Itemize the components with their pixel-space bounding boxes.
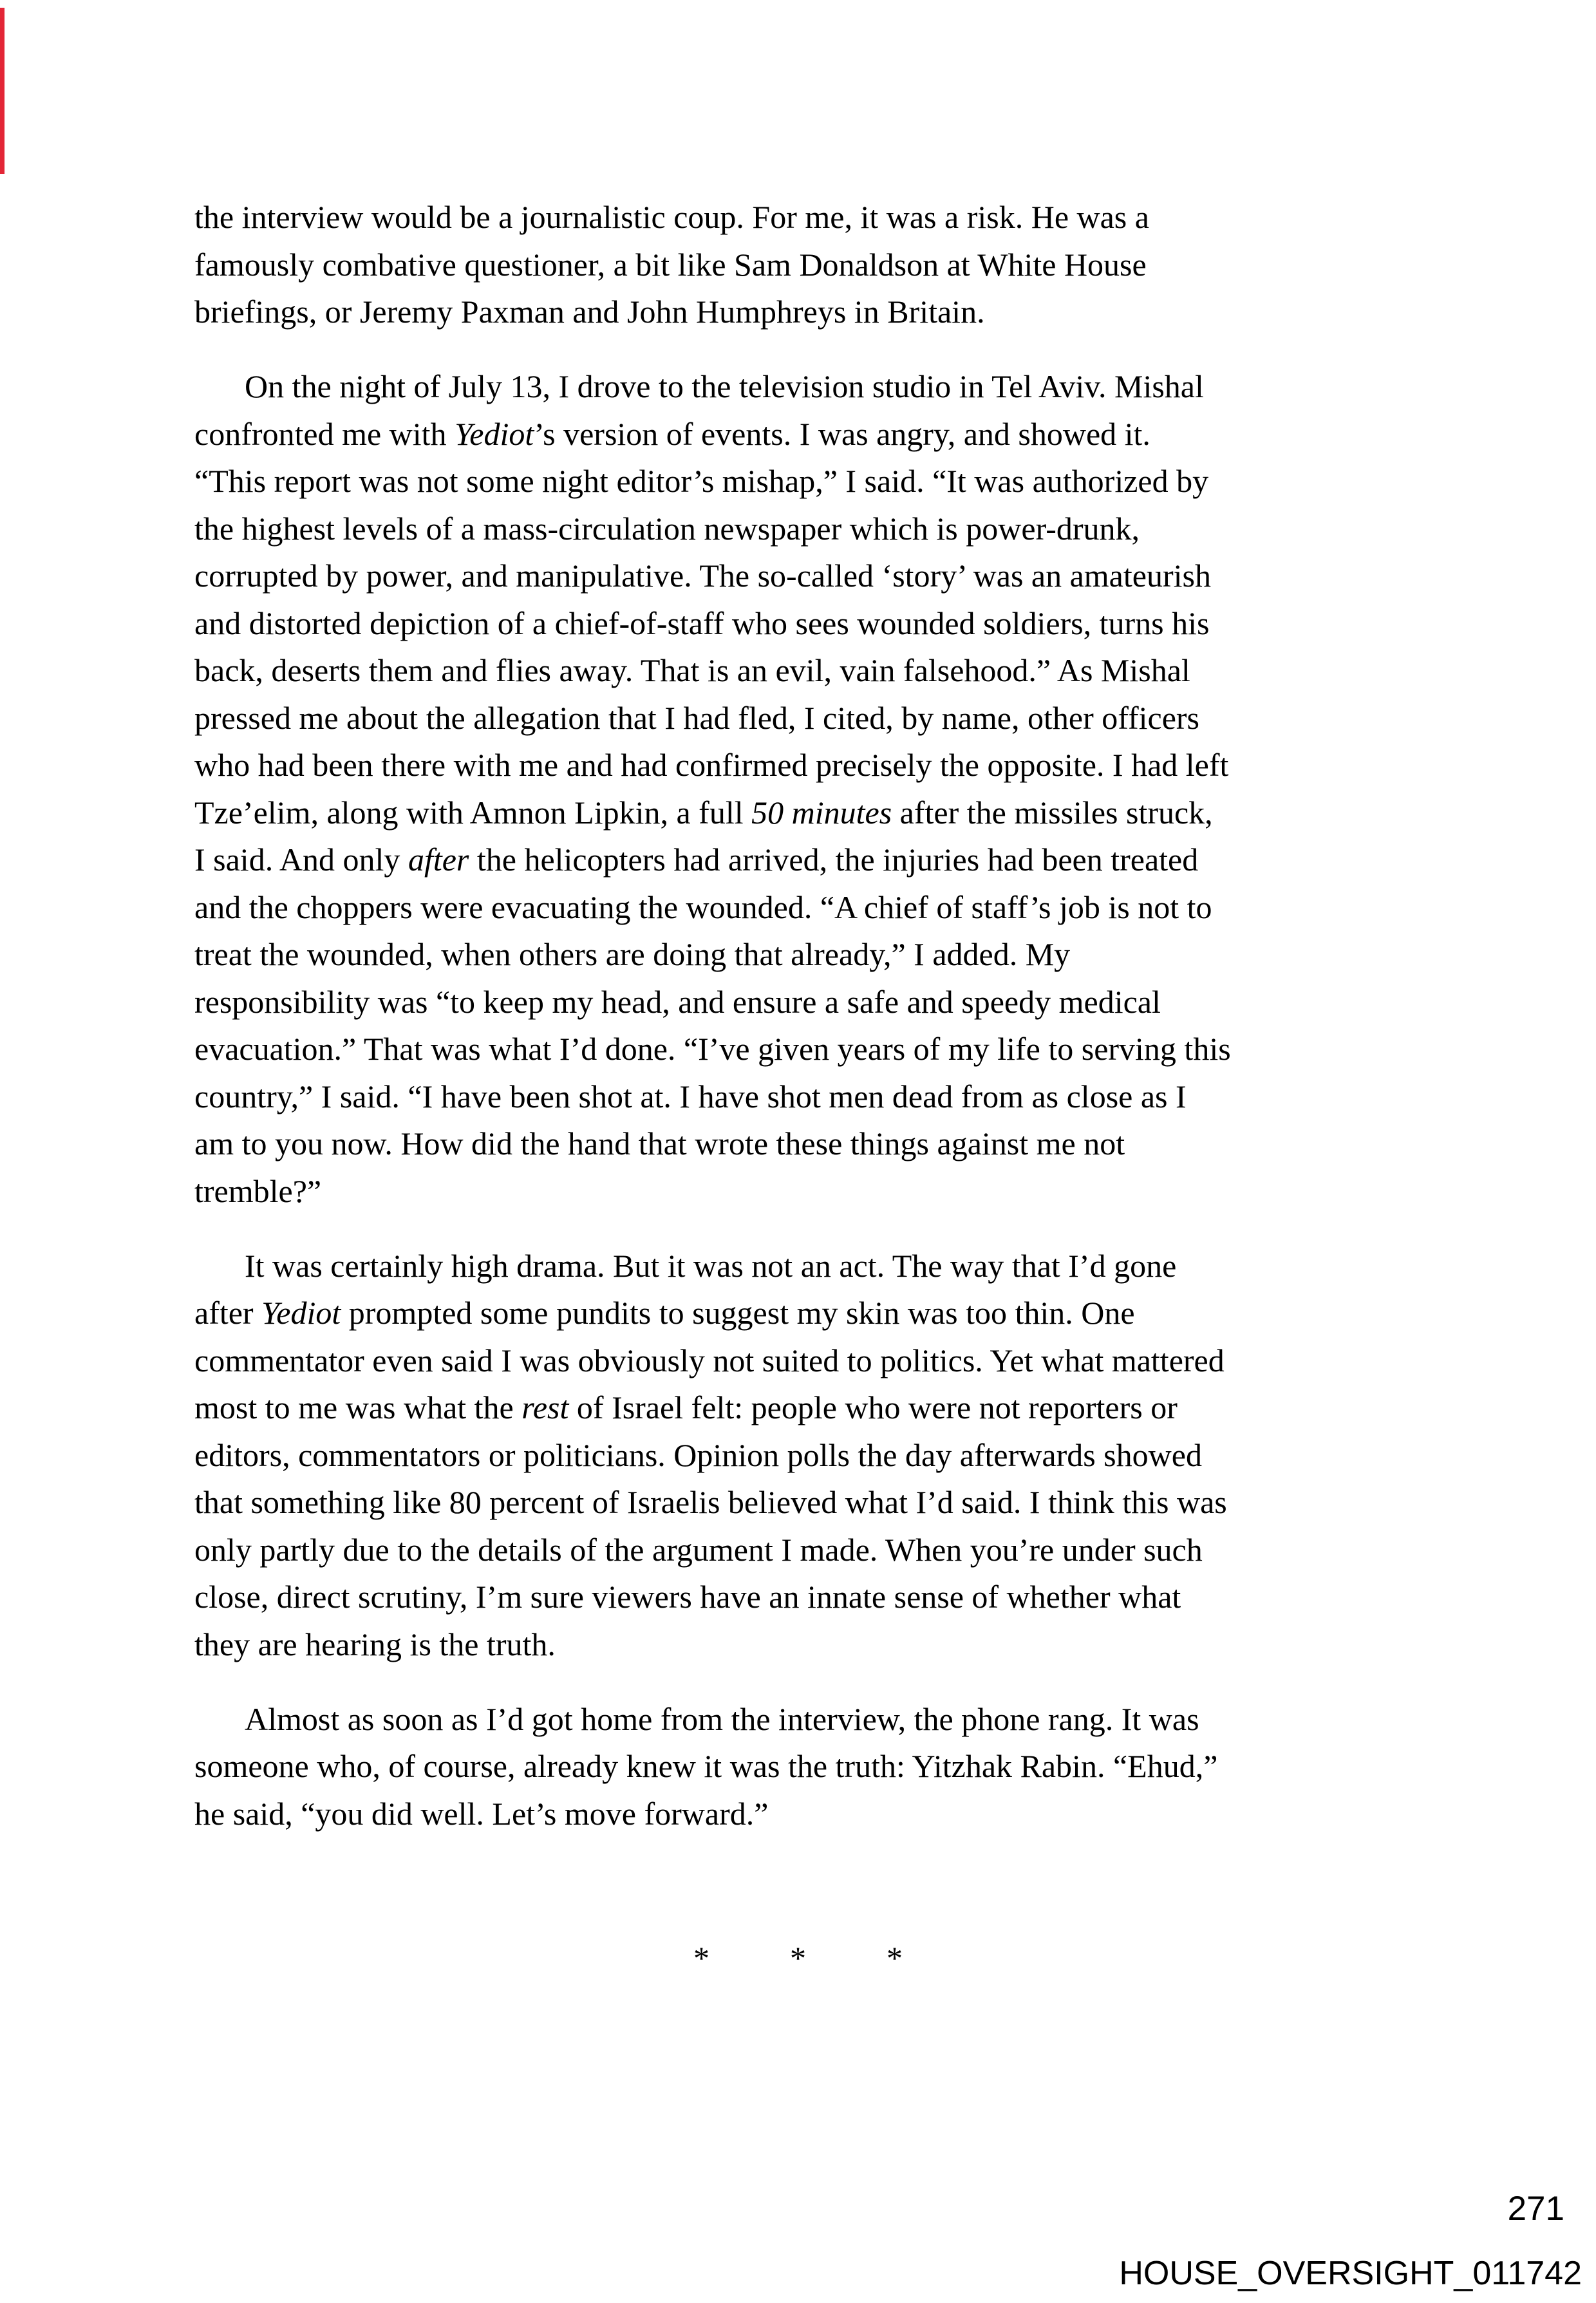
text-line — [194, 695, 1373, 742]
text-line — [194, 288, 1373, 336]
text-line — [194, 789, 1373, 837]
text-run: tremble?” — [194, 1172, 322, 1209]
text-line — [194, 1290, 1373, 1337]
asterisk: * — [790, 1940, 806, 1976]
text-line — [194, 552, 1373, 600]
text-run: Tze’elim, along with Amnon Lipkin, a full — [194, 794, 752, 831]
text-line — [194, 884, 1373, 932]
text-line — [194, 363, 1373, 411]
paragraph — [194, 194, 1373, 336]
text-line — [194, 505, 1373, 553]
italic-run: rest — [521, 1389, 569, 1425]
paragraph — [194, 1243, 1373, 1669]
text-line — [194, 1120, 1373, 1168]
text-run: someone who, of course, already knew it was the truth: Yitzhak Rabin. “Ehud,” — [194, 1748, 1218, 1784]
text-run: briefings, or Jeremy Paxman and John Humphreys in Britain. — [194, 294, 985, 330]
text-line — [194, 600, 1373, 648]
text-run: that something like 80 percent of Israelis believed what I’d said. I think this was — [194, 1484, 1227, 1520]
text-run: Almost as soon as I’d got home from the interview, the phone rang. It was — [245, 1700, 1199, 1737]
text-line — [194, 836, 1373, 884]
text-block — [194, 194, 1373, 1838]
text-line — [194, 1073, 1373, 1121]
text-run: back, deserts them and flies away. That is an evil, vain falsehood.” As Mishal — [194, 652, 1190, 688]
text-line — [194, 1168, 1373, 1216]
text-run: close, direct scrutiny, I’m sure viewers have an innate sense of whether what — [194, 1579, 1181, 1615]
text-run: prompted some pundits to suggest my skin was too thin. One — [341, 1295, 1135, 1331]
text-run: It was certainly high drama. But it was not an act. The way that I’d gone — [245, 1247, 1177, 1284]
text-run: am to you now. How did the hand that wrote these things against me not — [194, 1125, 1125, 1161]
paragraph — [194, 363, 1373, 1215]
italic-run: Yediot — [261, 1295, 341, 1331]
text-line — [194, 1384, 1373, 1432]
text-run: he said, “you did well. Let’s move forward.” — [194, 1795, 769, 1832]
text-run: treat the wounded, when others are doing that already,” I added. My — [194, 936, 1071, 972]
text-run: evacuation.” That was what I’d done. “I’ve given years of my life to serving this — [194, 1031, 1231, 1067]
text-run: who had been there with me and had confirmed precisely the opposite. I had left — [194, 747, 1229, 783]
italic-run: 50 minutes — [751, 794, 892, 831]
text-line — [194, 1527, 1373, 1574]
text-run: commentator even said I was obviously not suited to politics. Yet what mattered — [194, 1342, 1225, 1378]
text-line — [194, 1432, 1373, 1480]
text-line — [194, 931, 1373, 979]
text-line — [194, 411, 1373, 458]
text-line — [194, 1743, 1373, 1791]
asterisk: * — [693, 1940, 709, 1976]
text-run: confronted me with — [194, 415, 455, 452]
text-run: most to me was what the — [194, 1389, 522, 1425]
text-run: the helicopters had arrived, the injuries had been treated — [469, 841, 1199, 878]
text-line — [194, 647, 1373, 695]
paragraph — [194, 1696, 1373, 1838]
section-break-asterisks — [0, 1935, 1596, 1982]
asterisk: * — [887, 1940, 903, 1976]
text-line — [194, 1621, 1373, 1669]
text-run: editors, commentators or politicians. Opinion polls the day afterwards showed — [194, 1436, 1202, 1473]
text-run: of Israel felt: people who were not reporters or — [568, 1389, 1178, 1425]
text-run: after — [194, 1295, 262, 1331]
text-run: and distorted depiction of a chief-of-staff who sees wounded soldiers, turns his — [194, 605, 1210, 641]
text-run: On the night of July 13, I drove to the television studio in Tel Aviv. Mishal — [245, 368, 1204, 404]
text-run: famously combative questioner, a bit like Sam Donaldson at White House — [194, 246, 1147, 283]
text-line — [194, 1337, 1373, 1385]
text-line — [194, 1696, 1373, 1744]
page-number: 271 — [1507, 2190, 1564, 2228]
text-line — [194, 1479, 1373, 1527]
text-run: country,” I said. “I have been shot at. I have shot men dead from as close as I — [194, 1078, 1187, 1114]
text-line — [194, 241, 1373, 289]
text-line — [194, 1574, 1373, 1621]
text-line — [194, 979, 1373, 1026]
text-run: the interview would be a journalistic coup. For me, it was a risk. He was a — [194, 199, 1149, 235]
italic-run: after — [408, 841, 469, 878]
text-run: I said. And only — [194, 841, 408, 878]
text-run: responsibility was “to keep my head, and ensure a safe and speedy medical — [194, 983, 1161, 1020]
text-run: corrupted by power, and manipulative. The so-called ‘story’ was an amateurish — [194, 558, 1211, 594]
text-line — [194, 458, 1373, 505]
text-run: the highest levels of a mass-circulation newspaper which is power-drunk, — [194, 510, 1140, 547]
text-run: and the choppers were evacuating the wounded. “A chief of staff’s job is not to — [194, 888, 1212, 925]
text-line — [194, 1243, 1373, 1290]
text-run: “This report was not some night editor’s mishap,” I said. “It was authorized by — [194, 463, 1209, 499]
text-run: pressed me about the allegation that I had fled, I cited, by name, other officers — [194, 699, 1200, 736]
text-run: after the missiles struck, — [892, 794, 1213, 831]
red-edge-scan-mark — [0, 8, 5, 174]
text-run: they are hearing is the truth. — [194, 1626, 556, 1662]
text-run: only partly due to the details of the argument I made. When you’re under such — [194, 1531, 1203, 1568]
italic-run: Yediot — [455, 415, 534, 452]
text-line — [194, 742, 1373, 789]
text-line — [194, 194, 1373, 241]
text-run: ’s version of events. I was angry, and showed it. — [534, 415, 1150, 452]
text-line — [194, 1026, 1373, 1073]
bates-number: HOUSE_OVERSIGHT_011742 — [1119, 2255, 1582, 2292]
text-line — [194, 1791, 1373, 1838]
